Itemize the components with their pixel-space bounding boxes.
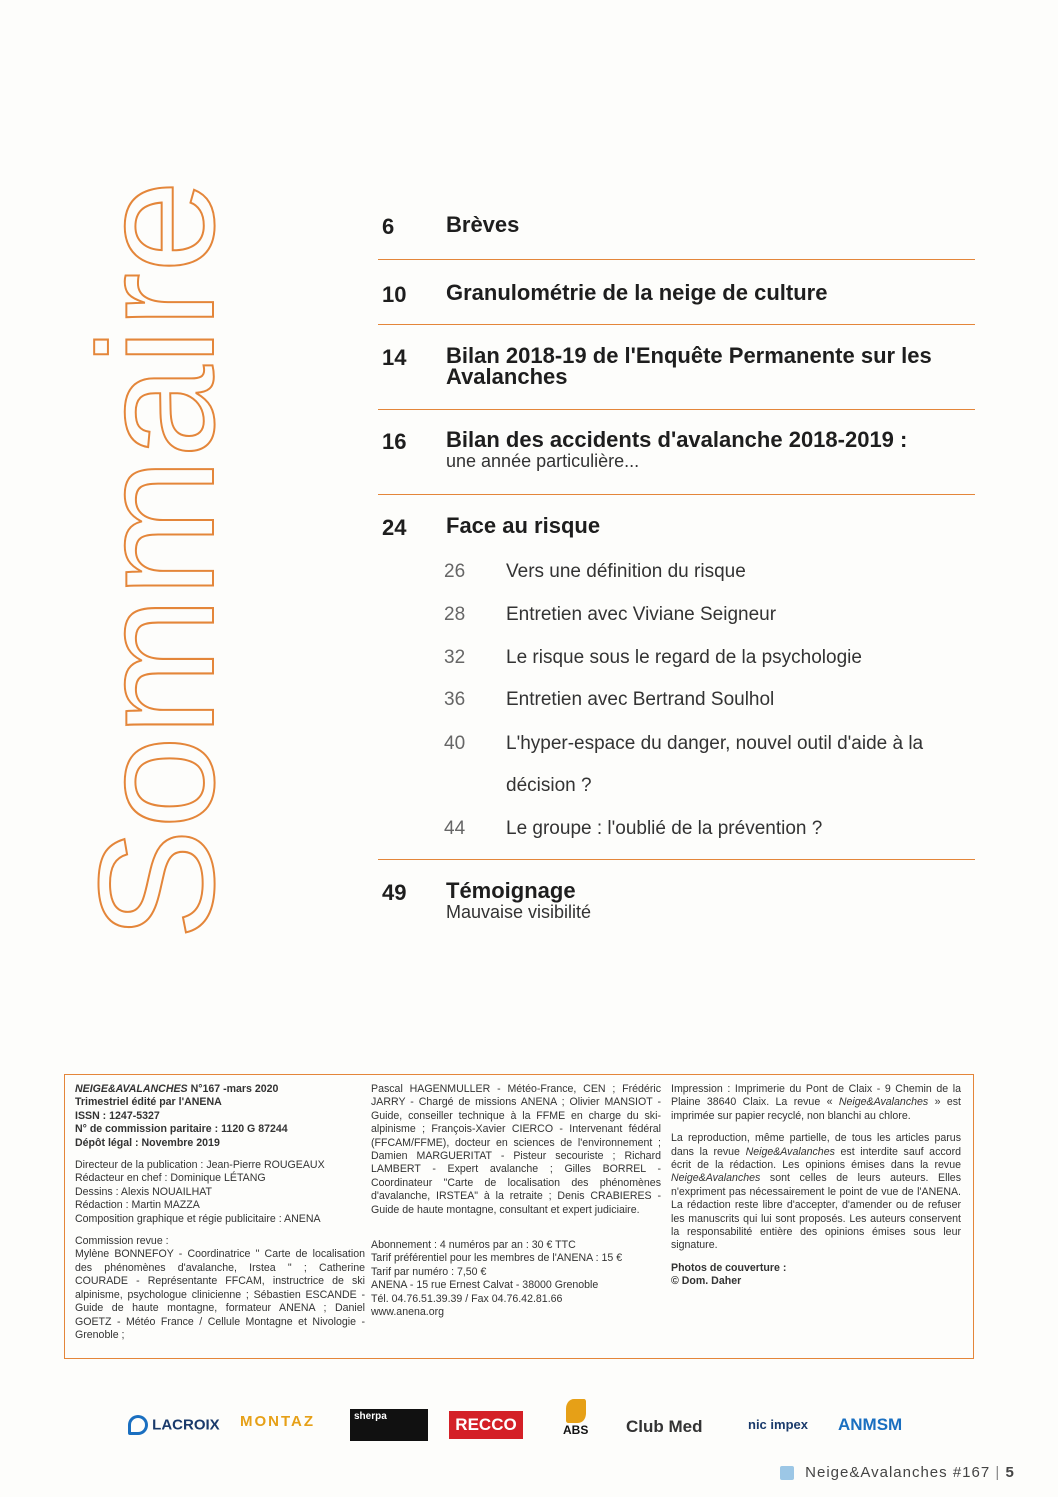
divider (378, 259, 975, 260)
toc-entry[interactable] (378, 280, 975, 307)
toc-page-number: 16 (382, 429, 407, 454)
publication-director: Directeur de la publication : Jean-Pierre ROUGEAUX (75, 1159, 325, 1172)
drawings-credit: Dessins : Alexis NOUAILHAT (75, 1185, 212, 1198)
toc-subitem-number: 36 (444, 689, 466, 710)
toc-subitem-title: Le groupe : l'oublié de la prévention ? (506, 818, 823, 839)
toc-subitem[interactable] (444, 604, 776, 626)
imprint-column-3 (671, 1083, 961, 1289)
toc-entry[interactable] (378, 880, 975, 923)
printing-info (671, 1083, 961, 1123)
toc-entry[interactable] (378, 345, 975, 387)
reproduction-em1: Neige&Avalanches (745, 1145, 835, 1158)
reproduction-em2: Neige&Avalanches (671, 1172, 761, 1185)
toc-title: Témoignage (446, 878, 576, 903)
publication-issue: N°167 -mars 2020 (187, 1083, 279, 1095)
page-footer (780, 1464, 1015, 1481)
abs-label: ABS (563, 1423, 589, 1437)
toc-subitem-number: 44 (444, 818, 466, 839)
toc-subitem-continued: décision ? (506, 775, 592, 796)
toc-title: Bilan 2018-19 de l'Enquête Permanente sur les Avalanches (446, 343, 932, 389)
printing-info-em: Neige&Avalanches (838, 1096, 929, 1109)
subscription-price: Abonnement : 4 numéros par an : 30 € TTC (371, 1239, 576, 1252)
phone-fax: Tél. 04.76.51.39.39 / Fax 04.76.42.81.66 (371, 1292, 563, 1305)
printing-info-a: Impression : Imprimerie du Pont de Claix - 9 Chemin de la Plaine 38640 Claix. La revue « (671, 1083, 961, 1109)
sherpa-logo (350, 1409, 428, 1441)
toc-subitem-title: Entretien avec Bertrand Soulhol (506, 689, 775, 710)
toc-title: Bilan des accidents d'avalanche 2018-2019 : (446, 427, 908, 452)
commission-members: Mylène BONNEFOY - Coordinatrice " Carte de localisation des phénomènes d'avalanche, Irstea " ; Catherine COURADE - Représentante FFCAM, instructrice de ski alpinisme, psychologue clinicienne ; Sébastien ESCANDE - Guide de haute montagne, formateur ANENA ; Daniel GOETZ - Météo France / Cellule Montagne et Nivologie - Grenoble ; (75, 1248, 365, 1341)
toc-title: Granulométrie de la neige de culture (446, 280, 828, 305)
divider (378, 494, 975, 495)
vertical-title-svg (30, 160, 230, 960)
imprint-column-2 (371, 1083, 661, 1320)
reproduction-notice (671, 1132, 961, 1253)
toc-subitem[interactable] (444, 689, 774, 711)
toc-entry[interactable] (378, 429, 975, 472)
lacroix-logo (128, 1415, 220, 1435)
toc-title: Brèves (446, 212, 520, 237)
anmsm-logo: ANMSM (838, 1415, 903, 1434)
toc-subitem-number: 28 (444, 604, 466, 625)
toc-subitem-number: 26 (444, 561, 466, 582)
abs-icon (566, 1399, 586, 1423)
chief-editor: Rédacteur en chef : Dominique LÉTANG (75, 1172, 266, 1185)
toc-subitem-number: 40 (444, 733, 466, 754)
toc-subtitle: une année particulière... (446, 451, 640, 471)
divider (378, 324, 975, 325)
lacroix-icon (128, 1415, 148, 1435)
toc-title: Face au risque (446, 513, 601, 538)
printing-info-b: » est imprimée sur papier recyclé, non blanchi au chlore. (671, 1096, 961, 1122)
reproduction-a: La reproduction, même partielle, de tous les articles parus dans la revue (671, 1132, 961, 1158)
page-number: 5 (1005, 1464, 1015, 1481)
toc-subitem[interactable] (444, 561, 746, 583)
editorial-staff: Rédaction : Martin MAZZA (75, 1199, 200, 1212)
issn: ISSN : 1247-5327 (75, 1109, 160, 1122)
legal-deposit: Dépôt légal : Novembre 2019 (75, 1136, 220, 1149)
lacroix-label: LACROIX (152, 1416, 220, 1434)
toc-subitem-title: Entretien avec Viviane Seigneur (506, 604, 777, 625)
cover-photo-credit: © Dom. Daher (671, 1275, 742, 1288)
sommaire-title: Sommaire (65, 192, 230, 940)
member-price: Tarif préférentiel pour les membres de l'ANENA : 15 € (371, 1252, 623, 1265)
toc-page-number: 49 (382, 880, 407, 905)
toc-page-number: 14 (382, 345, 407, 370)
issue-price: Tarif par numéro : 7,50 € (371, 1265, 487, 1278)
vertical-title (30, 160, 230, 960)
imprint-box (64, 1074, 974, 1359)
graphic-design: Composition graphique et régie publicitaire : ANENA (75, 1212, 321, 1225)
abs-logo (563, 1399, 588, 1437)
toc-page-number: 10 (382, 282, 407, 307)
toc-subitem-title: L'hyper-espace du danger, nouvel outil d'aide à la (506, 733, 924, 754)
toc-entry[interactable] (378, 513, 975, 540)
sherpa-label: sherpa (354, 1411, 387, 1422)
toc-page-number: 24 (382, 515, 407, 540)
publication-frequency: Trimestriel édité par l'ANENA (75, 1096, 222, 1109)
nicimpex-logo: nic impex (748, 1417, 808, 1432)
toc-subitem-title: Vers une définition du risque (506, 561, 746, 582)
toc-subitem-title: Le risque sous le regard de la psychologie (506, 647, 862, 668)
reproduction-b: est interdite sauf accord écrit de la rédaction. Les opinions émises dans la revue (671, 1145, 961, 1172)
sponsor-logos (0, 1405, 1058, 1465)
toc-subitem[interactable] (444, 818, 822, 840)
clubmed-logo: Club Med (626, 1417, 703, 1436)
commission-number: N° de commission paritaire : 1120 G 87244 (75, 1123, 288, 1136)
publication-name: NEIGE&AVALANCHES (75, 1083, 188, 1095)
toc-subitem[interactable] (444, 733, 923, 755)
toc-entry[interactable] (378, 212, 975, 239)
footer-separator: | (995, 1464, 1006, 1481)
divider (378, 859, 975, 860)
imprint-column-1 (75, 1083, 365, 1342)
website-link[interactable]: www.anena.org (371, 1306, 445, 1319)
toc-page-number: 6 (382, 214, 395, 239)
commission-label: Commission revue : (75, 1235, 169, 1248)
magazine-icon (780, 1466, 794, 1480)
toc-subitem[interactable] (444, 647, 862, 669)
toc-subitem-number: 32 (444, 647, 466, 668)
cover-photo-label: Photos de couverture : (671, 1261, 787, 1274)
address: ANENA - 15 rue Ernest Calvat - 38000 Grenoble (371, 1279, 599, 1292)
toc-subtitle: Mauvaise visibilité (446, 902, 592, 922)
commission-members-continued: Pascal HAGENMULLER - Météo-France, CEN ; Frédéric JARRY - Chargé de missions ANENA ; Olivier MANSIOT - Guide, conseiller technique à la FFME en charge du ski-alpinisme ; François-Xavier CIERCO - Intervenant fédéral (FFCAM/FFME), docteur en sciences de l'environnement ; Damien MARGUERITAT - Pisteur secouriste ; Richard LAMBERT - Expert avalanche ; Gilles BORREL - Coordinateur "Carte de localisation des phénomènes d'avalanche, IRSTEA" à la retraite ; Denis CRABIERES - Guide de haute montagne, consultant et expert judiciaire. (371, 1083, 661, 1216)
montaz-logo: MONTAZ (240, 1413, 316, 1430)
recco-logo: RECCO (449, 1411, 523, 1439)
magazine-name: Neige&Avalanches #167 (805, 1464, 991, 1481)
divider (378, 409, 975, 410)
reproduction-c: sont celles de leurs auteurs. Elles n'expriment pas nécessairement le point de vue de l'ANENA. La rédaction reste libre d'accepter, d'amender ou de refuser les manuscrits qui lui sont proposés. Les auteurs conservent la responsabilité entière des opinions émises sous leur signature. (671, 1172, 961, 1252)
